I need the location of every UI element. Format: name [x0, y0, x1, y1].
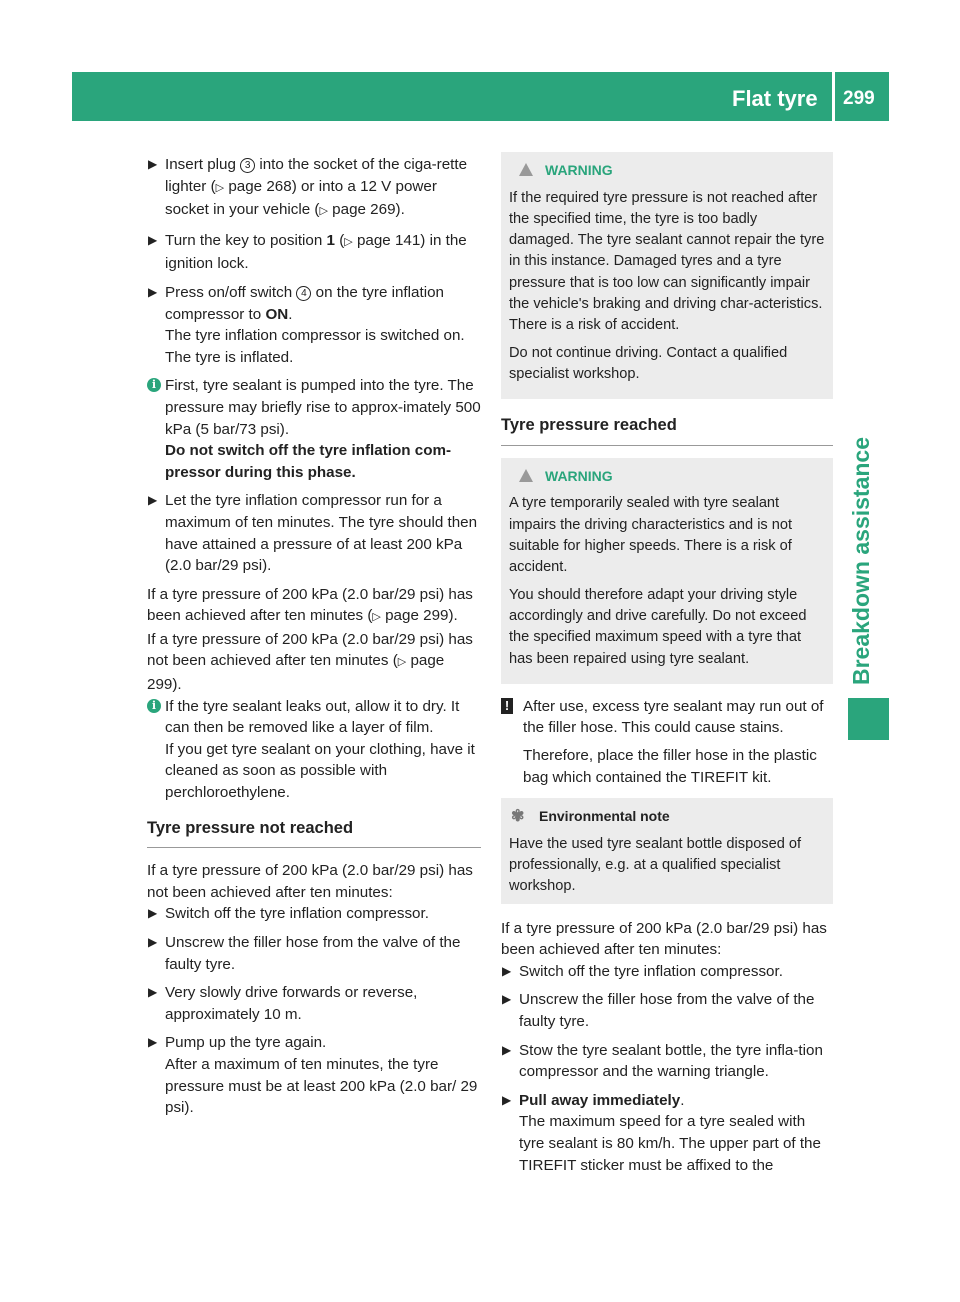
step-result: The maximum speed for a tyre sealed with tyre sealant is 80 km/h. The upper part of the TIREFIT sticker must be affixed to the [519, 1113, 821, 1174]
section-heading: Tyre pressure reached [501, 415, 833, 446]
step-arrow-icon: ▶ [148, 493, 158, 508]
instruction-step: ▶ Pull away immediately. The maximum speed for a tyre sealed with tyre sealant is 80 km/h. The upper part of the TIREFIT sticker must be affixed to the [501, 1090, 833, 1176]
paragraph: If a tyre pressure of 200 kPa (2.0 bar/29 psi) has been achieved after ten minutes (▷ page 299). [147, 585, 473, 625]
paragraph: If a tyre pressure of 200 kPa (2.0 bar/29 psi) has not been achieved after ten minutes: [147, 862, 473, 901]
exclamation-icon: ! [501, 698, 513, 714]
step-result: The tyre inflation compressor is switched on. The tyre is inflated. [165, 327, 465, 366]
side-tab-block [848, 698, 889, 740]
step-arrow-icon: ▶ [148, 232, 158, 247]
page-title: Flat tyre [732, 86, 818, 111]
callout-number: 3 [240, 158, 255, 173]
page-number: 299 [843, 88, 875, 109]
step-arrow-icon: ▶ [148, 906, 158, 921]
warning-box: WARNING A tyre temporarily sealed with tyre sealant impairs the driving characteristics and is not suitable for higher speeds. There is a risk of accident. You should therefore adapt your driving style accordingly and drive carefully. Do not exceed the specified maximum speed with a tyre that has been repaired using tyre sealant. [501, 458, 833, 684]
section-heading: Tyre pressure not reached [147, 818, 481, 849]
right-column [501, 152, 833, 1183]
instruction-step: ▶ Switch off the tyre inflation compressor. [147, 903, 481, 925]
step-arrow-icon: ▶ [148, 284, 158, 299]
environmental-note-title: ✾ Environmental note [509, 806, 825, 828]
step-arrow-icon: ▶ [502, 1092, 512, 1107]
instruction-step: ▶ Very slowly drive forwards or reverse, approximately 10 m. [148, 984, 418, 1023]
step-arrow-icon: ▶ [502, 1042, 512, 1057]
instruction-step: ▶ Unscrew the filler hose from the valve of the faulty tyre. [148, 934, 461, 973]
paragraph: If a tyre pressure of 200 kPa (2.0 bar/29 psi) has not been achieved after ten minutes (▷ page 299). [147, 630, 473, 694]
callout-number: 4 [296, 286, 311, 301]
step-arrow-icon: ▶ [148, 935, 158, 949]
page-ref-icon: ▷ [319, 205, 328, 218]
warning-title: WARNING [509, 466, 825, 488]
instruction-step: ▶ Switch off the tyre inflation compressor. [501, 961, 833, 983]
step-arrow-icon: ▶ [502, 992, 512, 1007]
page-ref-icon: ▷ [397, 656, 407, 669]
info-icon: i [147, 378, 161, 392]
environmental-note-box: ✾ Environmental note Have the used tyre sealant bottle disposed of professionally, e.g. at a qualified specialist workshop. [501, 798, 833, 903]
paragraph: If a tyre pressure of 200 kPa (2.0 bar/29 psi) has been achieved after ten minutes: [501, 919, 827, 959]
step-arrow-icon: ▶ [502, 963, 512, 978]
caution-note: ! After use, excess tyre sealant may run out of the filler hose. This could cause stains. Therefore, place the filler hose in the plastic bag which contained the TIREFIT kit. [501, 696, 833, 788]
instruction-step: ▶ Press on/off switch 4 on the tyre inflation compressor to ON. The tyre inflation compressor is switched on. The tyre is inflated. [147, 282, 481, 368]
step-arrow-icon: ▶ [148, 985, 158, 1000]
left-column [147, 154, 481, 1126]
instruction-step: ▶ Let the tyre inflation compressor run for a maximum of ten minutes. The tyre should then have attained a pressure of at least 200 kPa (2.0 bar/29 psi). [148, 492, 478, 575]
instruction-step: ▶ Turn the key to position 1 (▷ page 141) in the ignition lock. [148, 231, 467, 273]
warning-box: WARNING If the required tyre pressure is not reached after the specified time, the tyre is too badly damaged. The tyre sealant cannot repair the tyre in this instance. Damaged tyres and a tyre pressure that is too low can significantly impair the vehicle's braking and driving char-acteristics. There is a risk of accident. Do not continue driving. Contact a qualified specialist workshop. [501, 152, 833, 399]
page-ref-icon: ▷ [215, 181, 225, 194]
info-note: i First, tyre sealant is pumped into the tyre. The pressure may briefly rise to approx-imately 500 kPa (5 bar/73 psi). Do not switch off the tyre inflation com-pressor during this phase. [147, 375, 481, 483]
instruction-step: ▶ Pump up the tyre again. After a maximum of ten minutes, the tyre pressure must be at least 200 kPa (2.0 bar/ 29 psi). [147, 1032, 481, 1118]
side-tab-label: Breakdown assistance [848, 436, 874, 685]
header-divider [832, 72, 835, 121]
warning-title: WARNING [509, 160, 825, 182]
warning-triangle-icon [519, 469, 533, 482]
leaf-icon: ✾ [511, 808, 525, 826]
info-icon: i [147, 699, 161, 713]
page-ref-icon: ▷ [344, 235, 353, 248]
step-arrow-icon: ▶ [148, 1035, 158, 1050]
instruction-step: ▶ Insert plug 3 into the socket of the ciga-rette lighter (▷ page 268) or into a 12 V power socket in your vehicle (▷ page 269). [148, 156, 468, 219]
step-result: After a maximum of ten minutes, the tyre pressure must be at least 200 kPa (2.0 bar/ 29 psi). [165, 1055, 478, 1117]
page-ref-icon: ▷ [372, 611, 381, 624]
info-note: i If the tyre sealant leaks out, allow it to dry. It can then be removed like a layer of film. If you get tyre sealant on your clothing, have it cleaned as soon as possible with perchloroethylene. [147, 696, 481, 804]
warning-triangle-icon [519, 163, 533, 176]
instruction-step: ▶ Stow the tyre sealant bottle, the tyre infla-tion compressor and the warning triangle. [502, 1041, 823, 1081]
instruction-step: ▶ Unscrew the filler hose from the valve of the faulty tyre. [502, 991, 815, 1031]
step-arrow-icon: ▶ [148, 157, 158, 171]
